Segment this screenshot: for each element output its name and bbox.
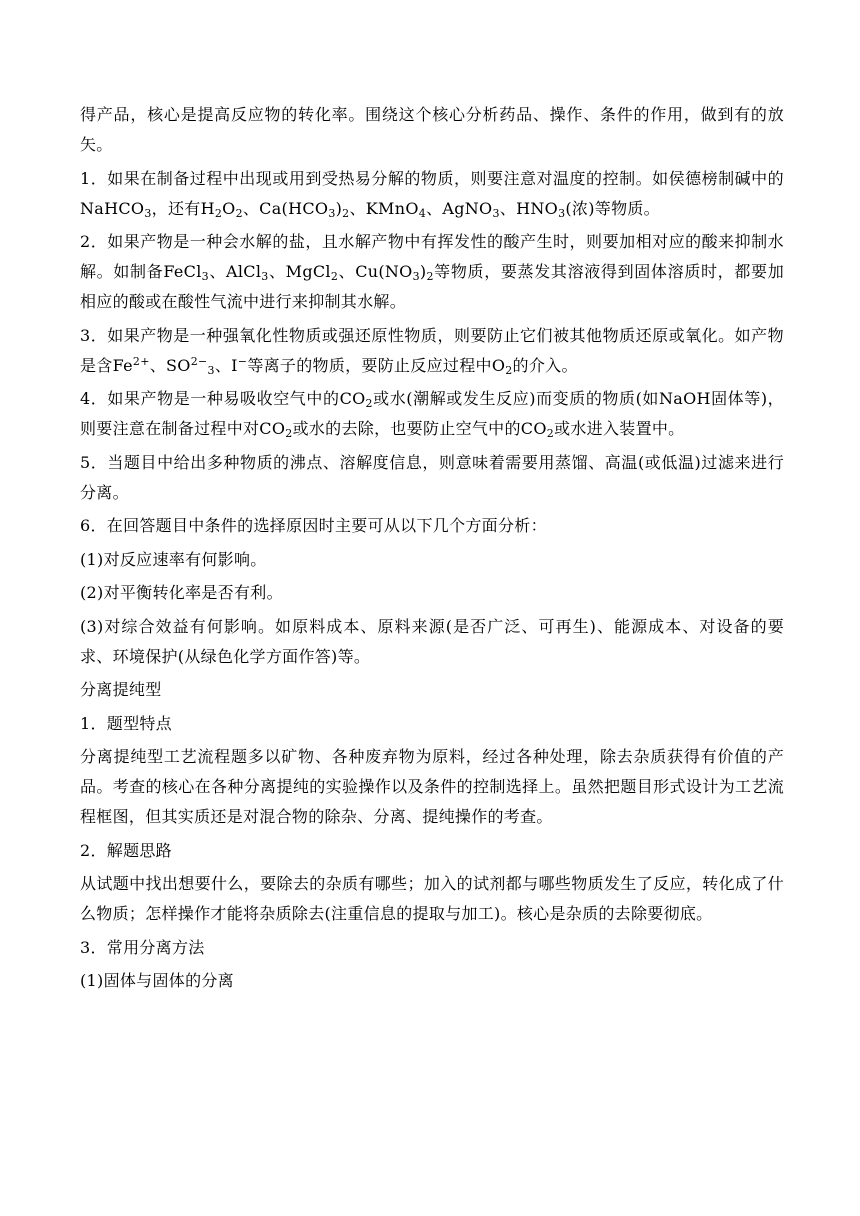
section-heading: 分离提纯型	[80, 680, 162, 699]
paragraph: 3．如果产物是一种强氧化性物质或强还原性物质，则要防止它们被其他物质还原或氧化。如产物是含$Fe^{2+}$、$SO^{2-}_3$、I−等离子的物质，要防止反应过程中$O_2$的介入。	[80, 325, 784, 377]
paragraph: (1)对反应速率有何影响。	[80, 549, 267, 569]
paragraph: 3．常用分离方法	[80, 937, 205, 957]
paragraph: (2)对平衡转化率是否有利。	[80, 583, 283, 602]
paragraph: 2．如果产物是一种会水解的盐，且水解产物中有挥发性的酸产生时，则要加相对应的酸来抑制水解。如制备FeCl$_3$、AlCl$_3$、MgCl$_2$、$Cu(NO_3)_2$等物质，要蒸发其溶液得到固体溶质时，都要加相应的酸或在酸性气流中进行来抑制其水解。	[80, 232, 785, 311]
paragraph: 5．当题目中给出多种物质的沸点、溶解度信息，则意味着需要用蒸馏、高温(或低温)过滤来进行分离。	[80, 452, 784, 502]
paragraph: (3)对综合效益有何影响。如原料成本、原料来源(是否广泛、可再生)、能源成本、对设备的要求、环境保护(从绿色化学方面作答)等。	[80, 616, 784, 666]
paragraph: 2．解题思路	[80, 840, 172, 860]
paragraph: 得产品，核心是提高反应物的转化率。围绕这个核心分析药品、操作、条件的作用，做到有的放矢。	[80, 105, 784, 154]
paragraph: 1．如果在制备过程中出现或用到受热易分解的物质，则要注意对温度的控制。如侯德榜制碱中的NaHCO$_3$，还有$H_2O_2$、$Ca(HCO_3)_2$、KMnO$_4$、AgNO$_3$、$HNO_3$(浓)等物质。	[80, 168, 784, 220]
paragraph: 4．如果产物是一种易吸收空气中的$CO_2$或水(潮解或发生反应)而变质的物质(如NaOH固体等)，则要注意在制备过程中对$CO_2$或水的去除，也要防止空气中的$CO_2$或水进入装置中。	[80, 389, 784, 440]
paragraph: 1．题型特点	[80, 713, 172, 733]
paragraph: 6．在回答题目中条件的选择原因时主要可从以下几个方面分析：	[80, 516, 547, 535]
paragraph: (1)固体与固体的分离	[80, 971, 234, 990]
paragraph: 从试题中找出想要什么，要除去的杂质有哪些；加入的试剂都与哪些物质发生了反应，转化成了什么物质；怎样操作才能将杂质除去(注重信息的提取与加工)。核心是杂质的去除要彻底。	[80, 874, 784, 923]
paragraph: 分离提纯型工艺流程题多以矿物、各种废弃物为原料，经过各种处理，除去杂质获得有价值的产品。考查的核心在各种分离提纯的实验操作以及条件的控制选择上。虽然把题目形式设计为工艺流程框图，但其实质还是对混合物的除杂、分离、提纯操作的考查。	[80, 747, 784, 826]
